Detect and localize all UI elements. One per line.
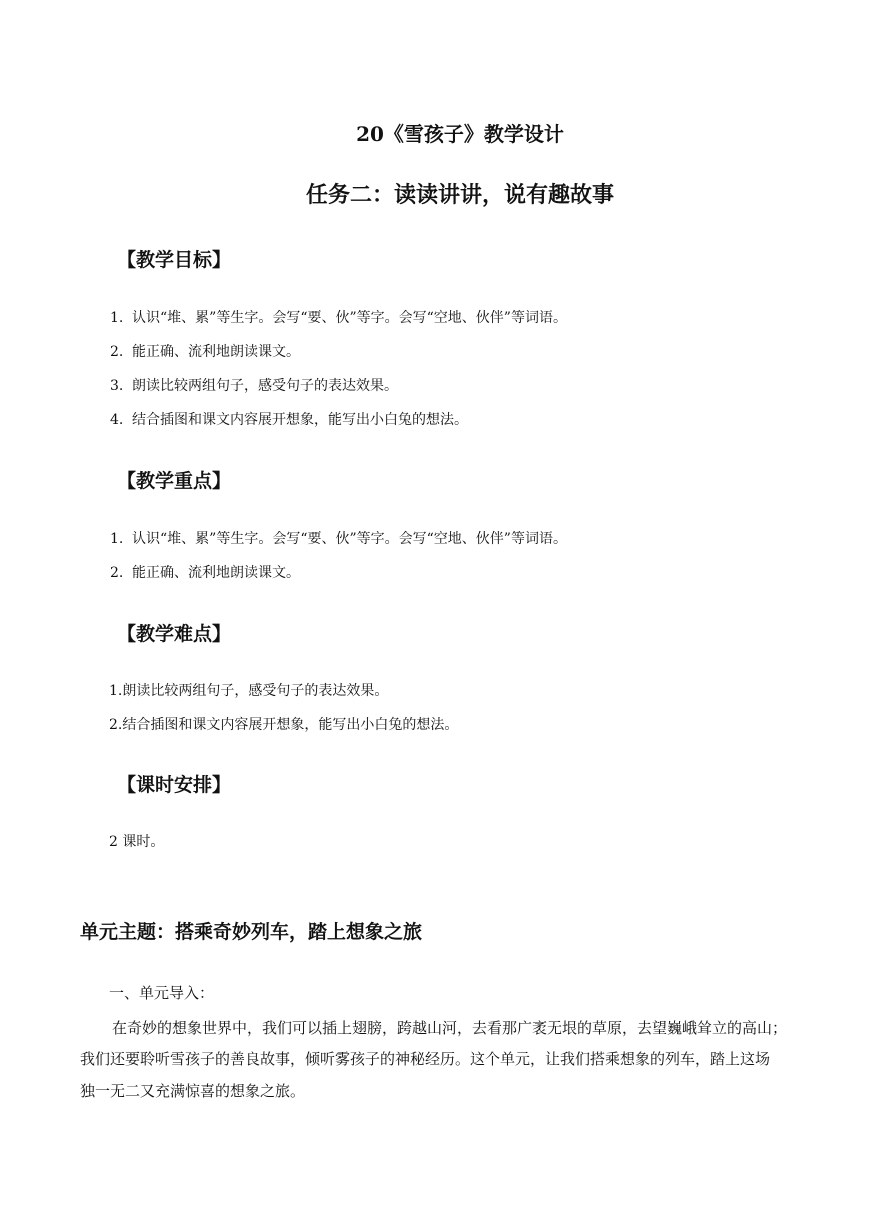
difficulty-item (109, 714, 458, 734)
item-text: 能正确、流利地朗读课文。 (132, 565, 300, 581)
item-number: 1. (110, 310, 124, 326)
intro-paragraph-line: 独一无二又充满惊喜的想象之旅。 (80, 1082, 306, 1100)
item-number: 4. (110, 412, 124, 428)
item-number: 3. (110, 378, 124, 394)
item-number: 2. (110, 344, 124, 360)
item-text: 结合插图和课文内容展开想象，能写出小白兔的想法。 (122, 717, 459, 733)
section-heading-goals: 【教学目标】 (117, 249, 232, 271)
item-text: 朗读比较两组句子，感受句子的表达效果。 (132, 378, 398, 394)
item-text: 能正确、流利地朗读课文。 (132, 344, 300, 360)
goal-item (110, 375, 398, 395)
key-point-item (110, 562, 300, 582)
item-number: 2. (110, 565, 124, 581)
task-subtitle: 任务二：读读讲讲，说有趣故事 (305, 182, 614, 208)
schedule-text: 2 课时。 (109, 834, 165, 850)
intro-paragraph-line: 我们还要聆听雪孩子的善良故事，倾听雾孩子的神秘经历。这个单元，让我们搭乘想象的列车，踏上这场 (80, 1050, 771, 1068)
item-number: 1. (109, 683, 123, 699)
intro-label: 一、单元导入： (109, 984, 215, 1002)
goal-item (110, 307, 567, 327)
goal-item (110, 341, 300, 361)
document-title: 20《雪孩子》教学设计 (356, 122, 564, 146)
section-heading-difficulties: 【教学难点】 (117, 623, 232, 645)
goal-item (110, 409, 468, 429)
section-heading-schedule: 【课时安排】 (117, 774, 232, 796)
difficulty-item (109, 680, 388, 700)
item-text: 认识“堆、累”等生字。会写“要、伙”等字。会写“空地、伙伴”等词语。 (132, 310, 567, 326)
section-heading-key-points: 【教学重点】 (117, 470, 232, 492)
intro-paragraph-line: 在奇妙的想象世界中，我们可以插上翅膀，跨越山河，去看那广袤无垠的草原，去望巍峨耸立的高山； (112, 1019, 788, 1037)
unit-theme-heading: 单元主题：搭乘奇妙列车，踏上想象之旅 (80, 921, 423, 943)
item-text: 认识“堆、累”等生字。会写“要、伙”等字。会写“空地、伙伴”等词语。 (132, 531, 567, 547)
item-text: 结合插图和课文内容展开想象，能写出小白兔的想法。 (132, 412, 468, 428)
item-text: 朗读比较两组句子，感受句子的表达效果。 (122, 683, 389, 699)
key-point-item (110, 528, 567, 548)
item-number: 1. (110, 531, 124, 547)
item-number: 2. (109, 717, 123, 733)
